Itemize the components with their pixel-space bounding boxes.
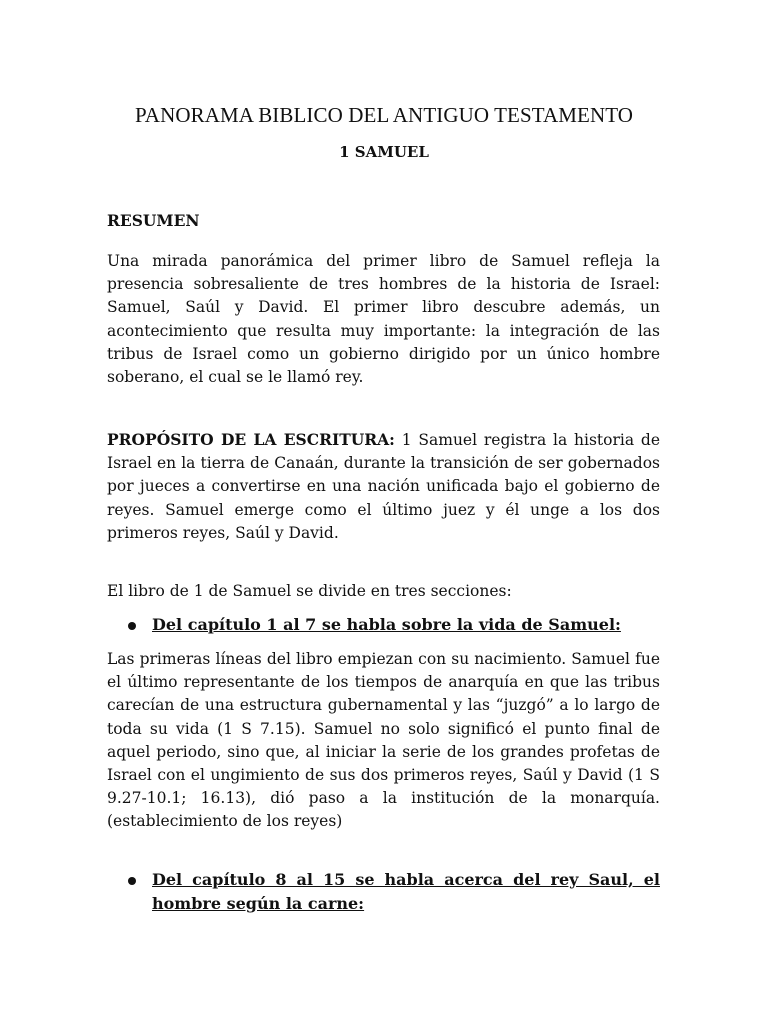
bullet-1 (128, 622, 136, 630)
document-title: PANORAMA BIBLICO DEL ANTIGUO TESTAMENTO (134, 103, 634, 127)
purpose-label: PROPÓSITO DE LA ESCRITURA: (107, 430, 395, 449)
bullet-2 (128, 877, 136, 885)
section-2-title: Del capítulo 8 al 15 se habla acerca del rey Saul, el hombre según la carne: (152, 870, 660, 913)
summary-heading: RESUMEN (107, 211, 200, 230)
purpose-text: 1 Samuel registra la historia de Israel en la tierra de Canaán, durante la transición de ser gobernados por jueces a convertirse en una nación unificada bajo el gobierno de reyes. Samuel emerge como el último juez y él unge a los dos primeros reyes, Saúl y David. (107, 431, 660, 542)
section-1-title: Del capítulo 1 al 7 se habla sobre la vida de Samuel: (152, 615, 621, 634)
section-1-paragraph: Las primeras líneas del libro empiezan con su nacimiento. Samuel fue el último representante de los tiempos de anarquía en que las tribus carecían de una estructura gubernamental y las “juzgó” a lo largo de toda su vida (1 S 7.15). Samuel no solo significó el punto final de aquel periodo, sino que, al iniciar la serie de los grandes profetas de Israel con el ungimiento de sus dos primeros reyes, Saúl y David (1 S 9.27-10.1; 16.13), dió paso a la institución de la monarquía. (establecimiento de los reyes) (107, 650, 660, 831)
document-subtitle: 1 SAMUEL (339, 143, 429, 161)
sections-intro: El libro de 1 de Samuel se divide en tres secciones: (107, 582, 512, 600)
purpose-paragraph (107, 428, 660, 545)
summary-paragraph: Una mirada panorámica del primer libro de Samuel refleja la presencia sobresaliente de tres hombres de la historia de Israel: Samuel, Saúl y David. El primer libro descubre además, un acontecimiento que resulta muy importante: la integración de las tribus de Israel como un gobierno dirigido por un único hombre soberano, el cual se le llamó rey. (107, 252, 660, 387)
